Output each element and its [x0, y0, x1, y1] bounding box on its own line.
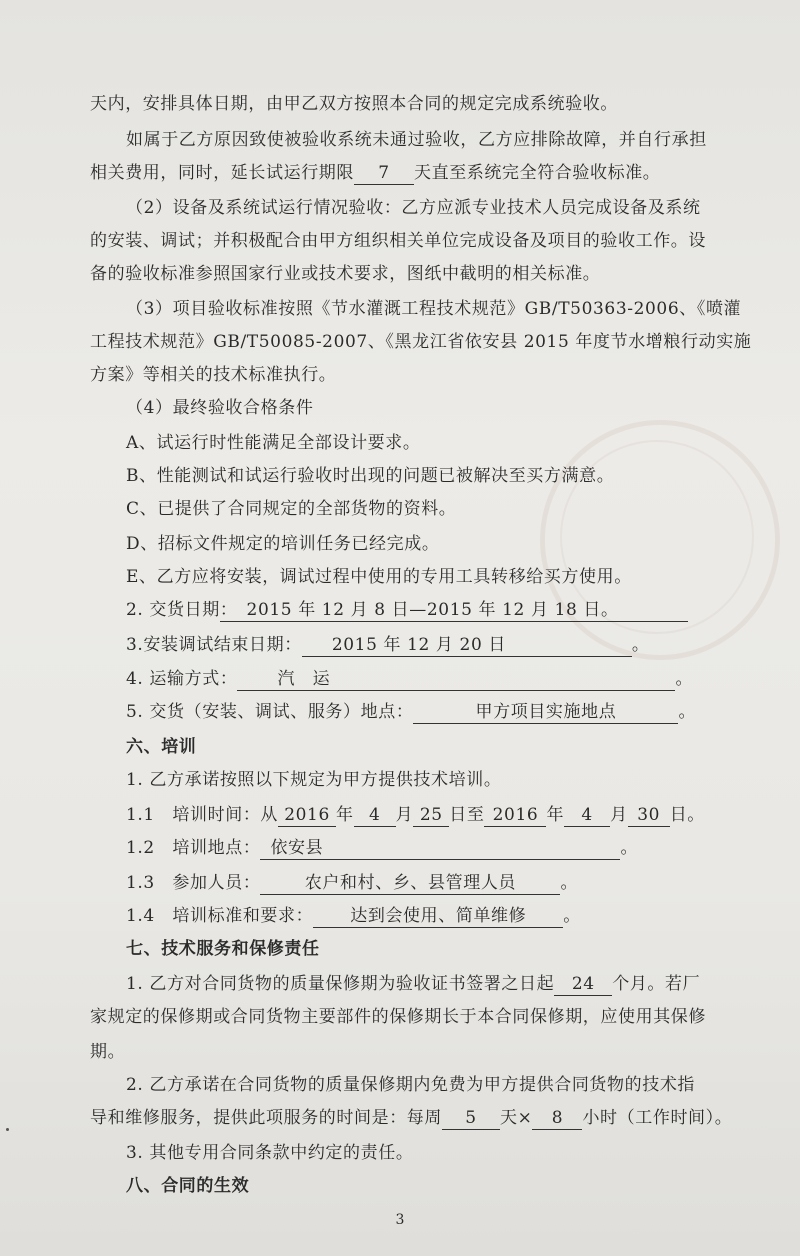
text-line-12: B、性能测试和试运行验收时出现的问题已被解决至买方满意。 [126, 466, 615, 486]
delivery-date-label: 2. 交货日期 [126, 600, 220, 620]
text-line-14: D、招标文件规定的培训任务已经完成。 [126, 534, 440, 554]
text-line-3 [90, 158, 800, 188]
training-place-line: 1.2 培训地点： 依安县 。 [126, 838, 639, 858]
training-place-field: 依安县 [260, 837, 620, 860]
training-std-line: 1.4 培训标准和要求： 达到会使用、简单维修 。 [126, 906, 581, 926]
train-end-year: 2016 [484, 804, 546, 827]
training-intro: 1. 乙方承诺按照以下规定为甲方提供技术培训。 [126, 770, 502, 790]
training-people-line: 1.3 参加人员： 农户和村、乡、县管理人员 。 [126, 873, 579, 893]
service-line-2: 导和维修服务，提供此项服务的时间是：每周 5 天× 8 小时（工作时间）。 [90, 1108, 733, 1128]
training-time-line: 1.1 培训时间：从 2016 年 4 月 25 日至 2016 年 4 月 30 日。 [126, 805, 705, 825]
warranty-line-3: 期。 [90, 1042, 126, 1062]
warranty-line: 1. 乙方对合同货物的质量保修期为验收证书签署之日起 24 个月。若厂 [126, 974, 701, 994]
delivery-date-line [126, 595, 800, 625]
train-start-month: 4 [354, 804, 396, 827]
warranty-months-field: 24 [554, 973, 612, 996]
text-line-8: 工程技术规范》GB/T50085-2007、《黑龙江省依安县 2015 年度节水增粮行动实施 [90, 332, 752, 352]
section-service-heading: 七、技术服务和保修责任 [126, 939, 320, 959]
transport-line: 4. 运输方式： 汽 运 。 [126, 669, 694, 689]
section-effect-heading: 八、合同的生效 [126, 1176, 250, 1196]
text-line-13: C、已提供了合同规定的全部货物的资料。 [126, 499, 457, 519]
trial-days-field: 7 [354, 162, 414, 185]
train-start-day: 25 [413, 804, 449, 827]
train-start-year: 2016 [278, 804, 336, 827]
text-line-4: （2）设备及系统试运行情况验收：乙方应派专业技术人员完成设备及系统 [126, 198, 701, 218]
service-line-3: 3. 其他专用合同条款中约定的责任。 [126, 1143, 414, 1163]
install-end-field: 2015 年 12 月 20 日 [302, 634, 632, 657]
text-line-5: 的安装、调试；并积极配合由甲方组织相关单位完成设备及项目的验收工作。设 [90, 231, 706, 251]
transport-label: 4. 运输方式： [126, 669, 238, 689]
margin-dot [6, 1128, 9, 1131]
text-line-6: 备的验收标准参照国家行业或技术要求，图纸中截明的相关标准。 [90, 264, 601, 284]
text-line-11: A、试运行时性能满足全部设计要求。 [126, 433, 421, 453]
service-hours-field: 8 [532, 1107, 582, 1130]
training-std-field: 达到会使用、简单维修 [313, 905, 563, 928]
trial-suffix: 天直至系统完全符合验收标准。 [414, 163, 661, 183]
service-days-field: 5 [442, 1107, 500, 1130]
text-line-9: 方案》等相关的技术标准执行。 [90, 365, 337, 385]
text-line-1: 天内，安排具体日期，由甲乙双方按照本合同的规定完成系统验收。 [90, 94, 618, 114]
location-field: 甲方项目实施地点 [413, 701, 678, 724]
service-line-1: 2. 乙方承诺在合同货物的质量保修期内免费为甲方提供合同货物的技术指 [126, 1075, 696, 1095]
install-end-line: 3.安装调试结束日期： 2015 年 12 月 20 日 。 [126, 635, 650, 655]
install-end-label: 3.安装调试结束日期： [126, 635, 302, 655]
page-number: 3 [395, 1212, 405, 1228]
text-line-15: E、乙方应将安装，调试过程中使用的专用工具转移给买方使用。 [126, 567, 632, 587]
transport-field: 汽 运 [237, 668, 675, 691]
trial-text: 相关费用，同时，延长试运行期限 [90, 163, 354, 183]
location-line: 5. 交货（安装、调试、服务）地点： 甲方项目实施地点 。 [126, 702, 697, 722]
training-people-field: 农户和村、乡、县管理人员 [260, 872, 560, 895]
train-end-day: 30 [628, 804, 670, 827]
text-line-7: （3）项目验收标准按照《节水灌溉工程技术规范》GB/T50363-2006、《喷灌 [126, 299, 742, 319]
section-training-heading: 六、培训 [126, 737, 197, 757]
delivery-date-field: ： 2015 年 12 月 8 日—2015 年 12 月 18 日。 [220, 599, 688, 622]
text-line-2: 如属于乙方原因致使被验收系统未通过验收，乙方应排除故障，并自行承担 [126, 130, 707, 150]
text-line-10: （4）最终验收合格条件 [126, 398, 314, 418]
train-end-month: 4 [564, 804, 610, 827]
location-label: 5. 交货（安装、调试、服务）地点： [126, 702, 414, 722]
warranty-line-2: 家规定的保修期或合同货物主要部件的保修期长于本合同保修期，应使用其保修 [90, 1007, 706, 1027]
